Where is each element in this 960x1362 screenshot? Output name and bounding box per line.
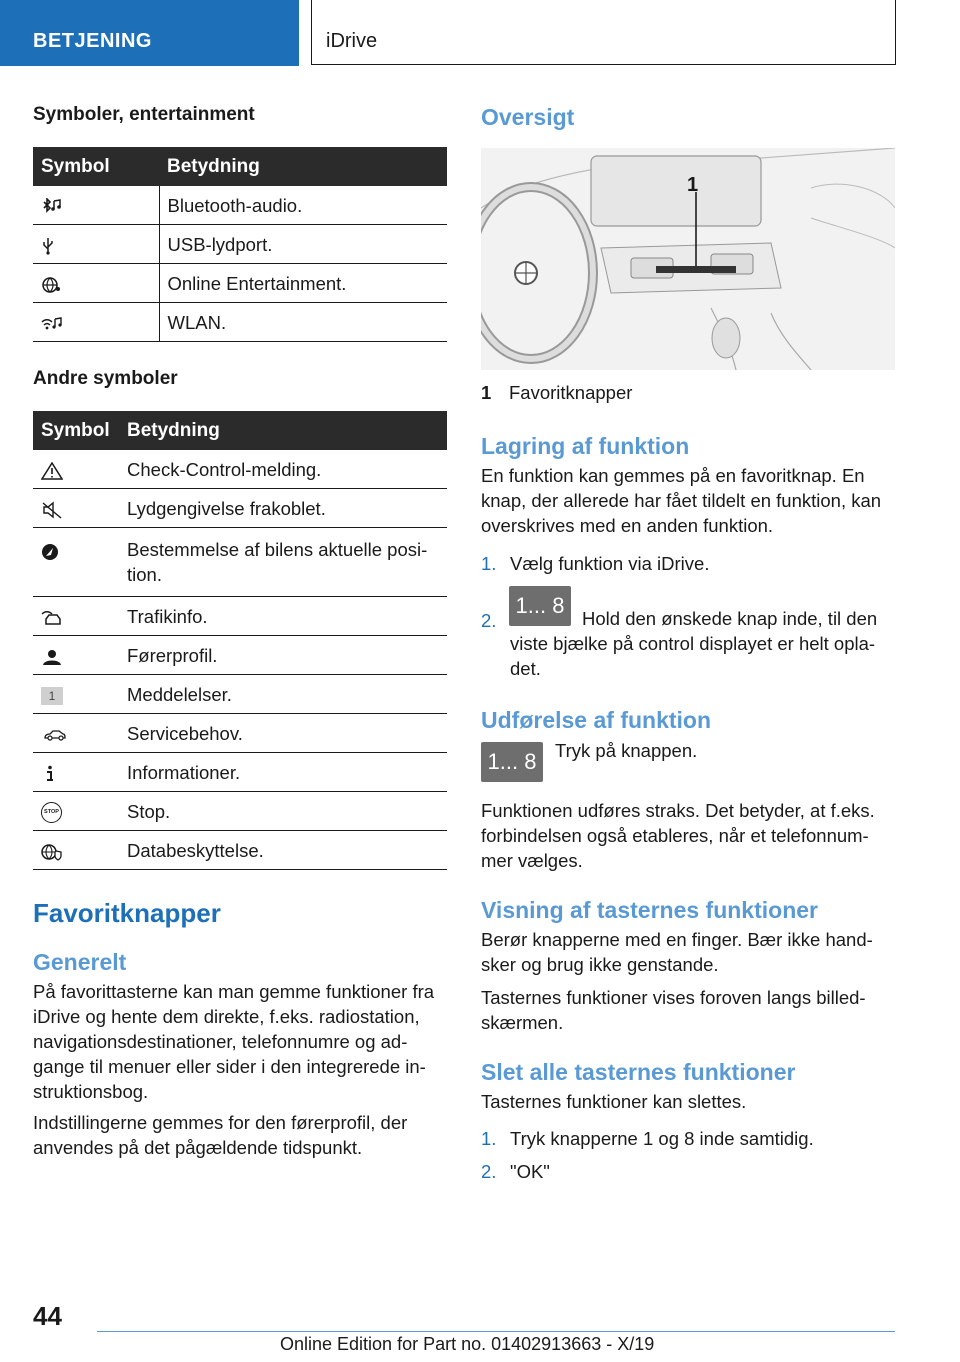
table-row <box>33 528 447 597</box>
stop-badge: STOP <box>44 809 59 816</box>
section-title: BETJENING <box>33 30 152 52</box>
table-header-row <box>33 411 447 450</box>
visning-paragraph-1: Berør knapperne med en finger. Bær ikke hand‐sker og brug ikke genstande. <box>481 929 873 975</box>
row-meaning: Servicebehov. <box>119 714 447 753</box>
mute-icon <box>41 501 63 519</box>
favorite-button-icon: 1... 8 <box>509 586 571 626</box>
right-column <box>481 104 895 1184</box>
list-item <box>481 1159 895 1184</box>
cockpit-illustration <box>481 148 895 370</box>
image-legend <box>481 382 895 408</box>
table-row <box>33 831 447 870</box>
message-icon <box>41 687 63 705</box>
row-meaning: Databeskyttelse. <box>119 831 447 870</box>
udforelse-tap-text: Tryk på knappen. <box>555 740 698 761</box>
udforelse-paragraph: Funktionen udføres straks. Det betyder, at f.eks. forbindelsen også etableres, når et telefonnum‐mer vælges. <box>481 800 875 871</box>
row-meaning: Førerprofil. <box>119 636 447 675</box>
chapter-title: iDrive <box>326 30 378 52</box>
meaning-column-header: Betydning <box>119 411 447 450</box>
edition-note: Online Edition for Part no. 01402913663 - X/19 <box>280 1334 655 1354</box>
row-meaning: Online Entertainment. <box>159 264 447 303</box>
favoritknapper-heading: Favoritknapper <box>33 898 221 928</box>
row-meaning: Bluetooth-audio. <box>159 186 447 225</box>
row-meaning: Lydgengivelse frakoblet. <box>119 489 447 528</box>
table-row <box>33 753 447 792</box>
step-number: 2. <box>481 1161 497 1182</box>
table-row <box>33 264 447 303</box>
table-row <box>33 597 447 636</box>
page-number: 44 <box>33 1301 62 1331</box>
row-meaning: Stop. <box>119 792 447 831</box>
step-text: Tryk knapperne 1 og 8 inde samtidig. <box>510 1128 814 1149</box>
table-row <box>33 489 447 528</box>
section-tab <box>0 0 299 66</box>
udforelse-row <box>481 740 895 784</box>
udforelse-heading: Udførelse af funktion <box>481 707 712 733</box>
table-row <box>33 303 447 342</box>
table-row <box>33 186 447 225</box>
car-service-icon <box>41 726 69 744</box>
warning-triangle-icon <box>41 462 63 480</box>
row-meaning: WLAN. <box>159 303 447 342</box>
row-meaning: USB-lydport. <box>159 225 447 264</box>
usb-icon <box>41 237 63 255</box>
lagring-heading: Lagring af funktion <box>481 433 690 459</box>
slet-heading: Slet alle tasternes funktioner <box>481 1059 796 1085</box>
symbol-column-header: Symbol <box>33 147 159 186</box>
table-row <box>33 675 447 714</box>
generelt-paragraph-1: På favorittasterne kan man gemme funktioner fra iDrive og hente dem direkte, f.eks. radiostation, navigationsdestinationer, telefonnumre og ad‐gange til menuer eller sider i den integrerede in‐struktionsbog. <box>33 981 435 1102</box>
step-number: 1. <box>481 553 497 574</box>
list-item <box>481 551 895 576</box>
favorite-button-icon: 1... 8 <box>481 742 543 782</box>
generelt-paragraph-2: Indstillingerne gemmes for den førerprofil, der anvendes på det pågældende tidspunkt. <box>33 1112 408 1158</box>
legend-text: Favoritknapper <box>509 382 633 403</box>
table-row <box>33 714 447 753</box>
legend-number: 1 <box>481 382 492 403</box>
other-symbol-table <box>33 411 447 870</box>
entertainment-heading: Symboler, entertainment <box>33 104 255 125</box>
table-row <box>33 792 447 831</box>
step-text: Hold den ønskede knap inde, til den viste bjælke på control displayet er helt opla‐det. <box>510 608 878 679</box>
table-header-row <box>33 147 447 186</box>
traffic-info-icon <box>41 609 63 627</box>
location-icon <box>41 543 63 561</box>
left-column <box>33 104 447 1160</box>
row-meaning: Trafikinfo. <box>119 597 447 636</box>
image-callout-number: 1 <box>687 174 699 196</box>
generelt-heading: Generelt <box>33 949 127 975</box>
entertainment-symbol-table <box>33 147 447 342</box>
table-row <box>33 225 447 264</box>
data-privacy-icon <box>41 843 63 861</box>
wlan-audio-icon <box>41 315 63 333</box>
list-item <box>481 1126 895 1151</box>
step-text: "OK" <box>510 1161 550 1182</box>
footer-divider <box>97 1331 895 1332</box>
step-number: 2. <box>481 610 497 631</box>
driver-profile-icon <box>41 648 63 666</box>
oversigt-heading: Oversigt <box>481 104 575 130</box>
table-row <box>33 636 447 675</box>
chapter-tab <box>311 0 896 65</box>
table-row <box>33 450 447 489</box>
step-text: Vælg funktion via iDrive. <box>510 553 710 574</box>
row-meaning: Informationer. <box>119 753 447 792</box>
visning-heading: Visning af tasternes funktioner <box>481 897 818 923</box>
message-badge: 1 <box>48 688 56 703</box>
step-number: 1. <box>481 1128 497 1149</box>
symbol-column-header: Symbol <box>33 411 119 450</box>
row-meaning: Meddelelser. <box>119 675 447 714</box>
bluetooth-audio-icon <box>41 198 63 216</box>
slet-paragraph: Tasternes funktioner kan slettes. <box>481 1091 747 1112</box>
info-icon <box>41 765 63 783</box>
other-symbols-heading: Andre symboler <box>33 368 178 389</box>
row-meaning: Check-Control-melding. <box>119 450 447 489</box>
meaning-column-header: Betydning <box>159 147 447 186</box>
visning-paragraph-2: Tasternes funktioner vises foroven langs billed‐skærmen. <box>481 987 866 1033</box>
lagring-paragraph: En funktion kan gemmes på en favoritknap. En knap, der allerede har fået tildelt en funktion, kan overskrives med en anden funktion. <box>481 465 882 536</box>
row-meaning: Bestemmelse af bilens aktuelle posi‐tion. <box>119 528 447 597</box>
list-item <box>481 586 895 681</box>
stop-icon <box>41 802 62 823</box>
online-entertainment-icon <box>41 276 63 294</box>
